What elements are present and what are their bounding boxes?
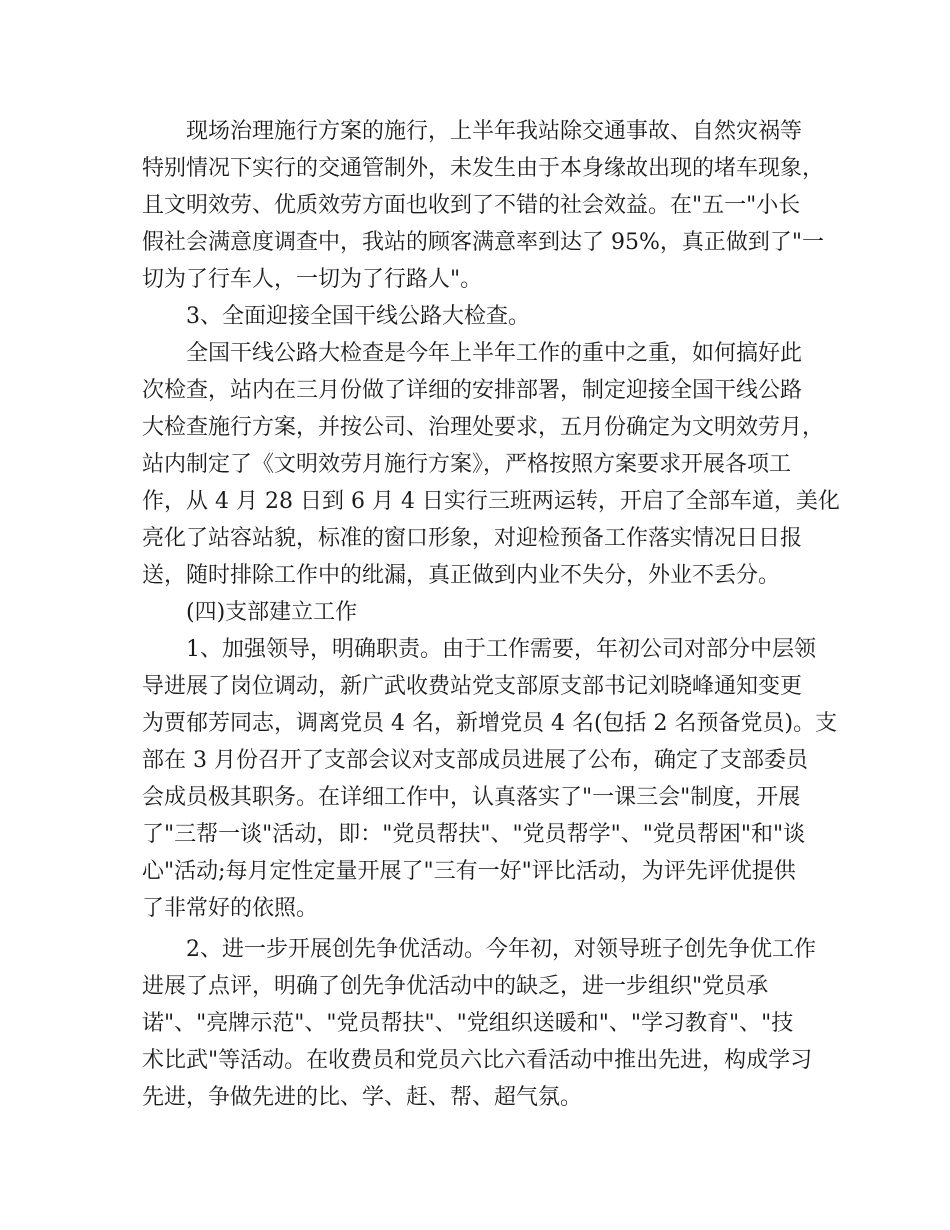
text-line: 特别情况下实行的交通管制外，未发生由于本身缘故出现的堵车现象， [142,156,825,181]
text-line: 假社会满意度调查中，我站的顾客满意率到达了 95%，真正做到了"一 [142,230,825,255]
text-line: 了非常好的依照。 [142,896,319,921]
text-line: 心"活动;每月定性定量开展了"三有一好"评比活动，为评先评优提供 [142,859,796,884]
text-line: 站内制定了《文明效劳月施行方案》，严格按照方案要求开展各项工 [142,452,792,477]
document-body [142,113,840,1116]
section-heading: 3、全面迎接全国干线公路大检查。 [186,304,530,329]
text-line: 为贾郁芳同志，调离党员 4 名，新增党员 4 名(包括 2 名预备党员)。支 [142,711,838,736]
text-line: 先进，争做先进的比、学、赶、帮、超气氛。 [142,1085,583,1110]
text-line: 现场治理施行方案的施行，上半年我站除交通事故、自然灾祸等 [186,119,803,144]
text-line: 且文明效劳、优质效劳方面也收到了不错的社会效益。在"五一"小长 [142,193,801,218]
text-line: 2、进一步开展创先争优活动。今年初，对领导班子创先争优工作 [186,937,816,962]
text-line: 术比武"等活动。在收费员和党员六比六看活动中推出先进，构成学习 [142,1048,813,1073]
text-line: 部在 3 月份召开了支部会议对支部成员进展了公布，确定了支部委员 [142,748,808,773]
text-line: 了"三帮一谈"活动，即："党员帮扶"、"党员帮学"、"党员帮困"和"谈 [142,822,806,847]
text-line: 1、加强领导，明确职责。由于工作需要，年初公司对部分中层领 [186,637,816,662]
text-line: 作，从 4 月 28 日到 6 月 4 日实行三班两运转，开启了全部车道，美化 [142,489,840,514]
text-line: 亮化了站容站貌，标准的窗口形象，对迎检预备工作落实情况日日报 [142,526,803,551]
text-line: 大检查施行方案，并按公司、治理处要求，五月份确定为文明效劳月， [142,415,825,440]
section-heading: (四)支部建立工作 [186,600,358,625]
text-line: 导进展了岗位调动，新广武收费站党支部原支部书记刘晓峰通知变更 [142,674,803,699]
text-line: 进展了点评，明确了创先争优活动中的缺乏，进一步组织"党员承 [142,974,769,999]
text-line: 诺"、"亮牌示范"、"党员帮扶"、"党组织送暖和"、"学习教育"、"技 [142,1011,794,1036]
text-line: 次检查，站内在三月份做了详细的安排部署，制定迎接全国干线公路 [142,378,803,403]
text-line: 切为了行车人，一切为了行路人"。 [142,267,483,292]
text-line: 全国干线公路大检查是今年上半年工作的重中之重，如何搞好此 [186,341,803,366]
text-line: 会成员极其职务。在详细工作中，认真落实了"一课三会"制度，开展 [142,785,801,810]
text-line: 送，随时排除工作中的纰漏，真正做到内业不失分，外业不丢分。 [142,563,781,588]
